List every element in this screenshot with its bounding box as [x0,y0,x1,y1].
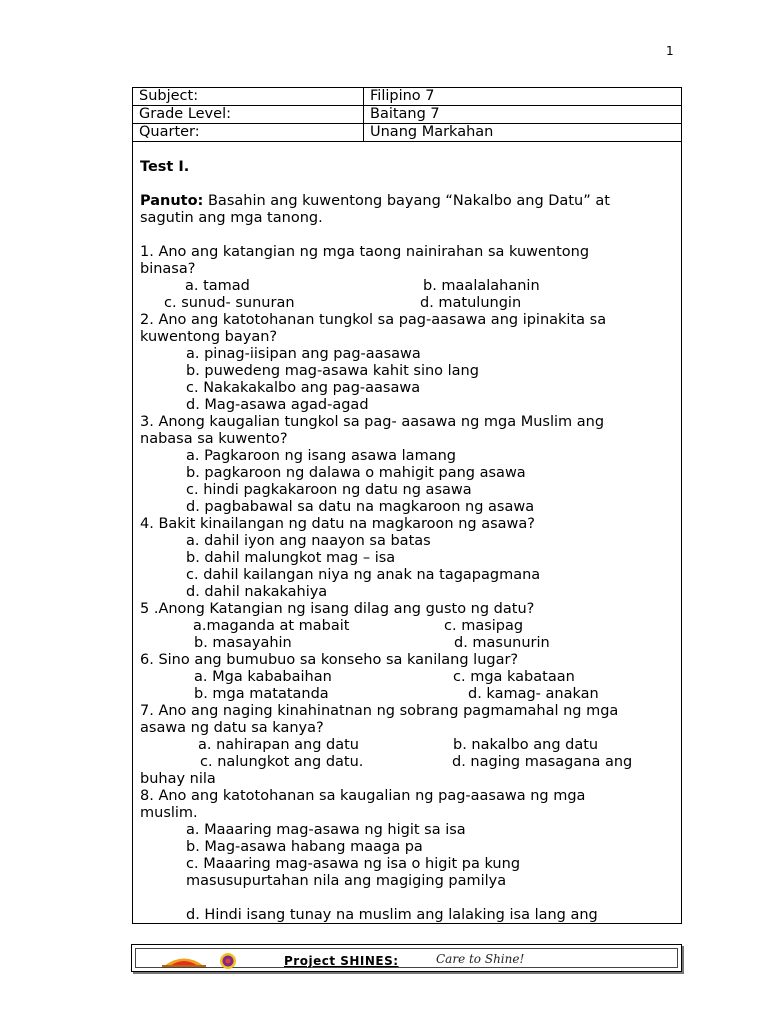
question-8: 8. Ano ang katotohanan sa kaugalian ng pag-aasawa ng mga [140,788,586,804]
page-number: 1 [666,44,674,58]
question-2: 2. Ano ang katotohanan tungkol sa pag-aasawa ang ipinakita sa [140,312,607,328]
q6-option-b: b. mga matatanda [194,686,329,702]
q5-option-d: d. masunurin [454,635,550,651]
q4-option-b: b. dahil malungkot mag – isa [186,550,396,566]
sunrise-logo-icon [160,955,208,967]
q5-option-a: a.maganda at mabait [193,618,350,634]
question-1: 1. Ano ang katangian ng mga taong nainirahan sa kuwentong [140,244,590,260]
q2-option-b: b. puwedeng mag-asawa kahit sino lang [186,363,479,379]
q3-option-d: d. pagbabawal sa datu na magkaroon ng asawa [186,499,535,515]
q8-option-c: c. Maaaring mag-asawa ng isa o higit pa kung [186,856,521,872]
test-document [132,87,682,924]
question-7-cont: asawa ng datu sa kanya? [140,720,324,736]
q1-option-b: b. maalalahanin [423,278,540,294]
grade-level-value: Baitang 7 [364,106,681,124]
question-7-options-ab [140,737,675,754]
q7-option-c: c. nalungkot ang datu. [200,754,364,770]
question-5: 5 .Anong Katangian ng isang dilag ang gusto ng datu? [140,601,535,617]
question-6-options-ac [140,669,675,686]
instructions-label: Panuto: [140,193,204,209]
footer-project-title: Project SHINES: [284,954,399,968]
question-1-options-ab [140,278,675,295]
question-5-options-ac [140,618,675,635]
instructions-line-2: sagutin ang mga tanong. [140,210,323,226]
question-5-options-bd [140,635,675,652]
test-title: Test I. [140,159,190,175]
q4-option-d: d. dahil nakakahiya [186,584,328,600]
q3-option-b: b. pagkaroon ng dalawa o mahigit pang asawa [186,465,526,481]
q1-option-d: d. matulungin [420,295,522,311]
grade-level-label: Grade Level: [133,106,364,124]
q3-option-c: c. hindi pagkakaroon ng datu ng asawa [186,482,472,498]
q7-option-b: b. nakalbo ang datu [453,737,599,753]
q5-option-b: b. masayahin [194,635,292,651]
q6-option-c: c. mga kabataan [453,669,575,685]
instructions-line [140,193,675,210]
q6-option-d: d. kamag- anakan [468,686,599,702]
question-7: 7. Ano ang naging kinahinatnan ng sobrang pagmamahal ng mga [140,703,619,719]
header-table [133,88,681,142]
question-1-cont: binasa? [140,261,196,277]
q3-option-a: a. Pagkaroon ng isang asawa lamang [186,448,456,464]
q8-option-c-cont: masusupurtahan nila ang magiging pamilya [186,873,507,889]
q8-option-b: b. Mag-asawa habang maaga pa [186,839,423,855]
circle-emblem-icon [216,952,240,970]
q5-option-c: c. masipag [444,618,524,634]
q7-option-a: a. nahirapan ang datu [198,737,359,753]
q8-option-a: a. Maaaring mag-asawa ng higit sa isa [186,822,466,838]
footer-banner [131,944,682,972]
q4-option-c: c. dahil kailangan niya ng anak na tagapagmana [186,567,541,583]
q8-option-d: d. Hindi isang tunay na muslim ang lalaking isa lang ang [186,907,598,923]
question-3: 3. Anong kaugalian tungkol sa pag- aasawa ng mga Muslim ang [140,414,605,430]
q7-option-d: d. naging masagana ang [452,754,633,770]
q4-option-a: a. dahil iyon ang naayon sa batas [186,533,431,549]
q1-option-c: c. sunud- sunuran [164,295,295,311]
quarter-label: Quarter: [133,124,364,142]
q6-option-a: a. Mga kababaihan [194,669,332,685]
question-1-options-cd [140,295,675,312]
q2-option-a: a. pinag-iisipan ang pag-aasawa [186,346,421,362]
question-3-cont: nabasa sa kuwento? [140,431,288,447]
question-2-cont: kuwentong bayan? [140,329,278,345]
instructions-text: Basahin ang kuwentong bayang “Nakalbo ang Datu” at [203,193,610,209]
question-4: 4. Bakit kinailangan ng datu na magkaroon ng asawa? [140,516,535,532]
q2-option-c: c. Nakakakalbo ang pag-aasawa [186,380,421,396]
question-6-options-bd [140,686,675,703]
question-7-options-cd [140,754,675,771]
quarter-value: Unang Markahan [364,124,681,142]
q7-option-d-cont: buhay nila [140,771,216,787]
footer-tagline: Care to Shine! [436,952,525,966]
footer-inner [135,948,678,968]
question-8-cont: muslim. [140,805,198,821]
test-content [140,159,675,924]
q2-option-d: d. Mag-asawa agad-agad [186,397,369,413]
question-6: 6. Sino ang bumubuo sa konseho sa kanilang lugar? [140,652,519,668]
subject-value: Filipino 7 [364,88,681,106]
q1-option-a: a. tamad [185,278,250,294]
subject-label: Subject: [133,88,364,106]
